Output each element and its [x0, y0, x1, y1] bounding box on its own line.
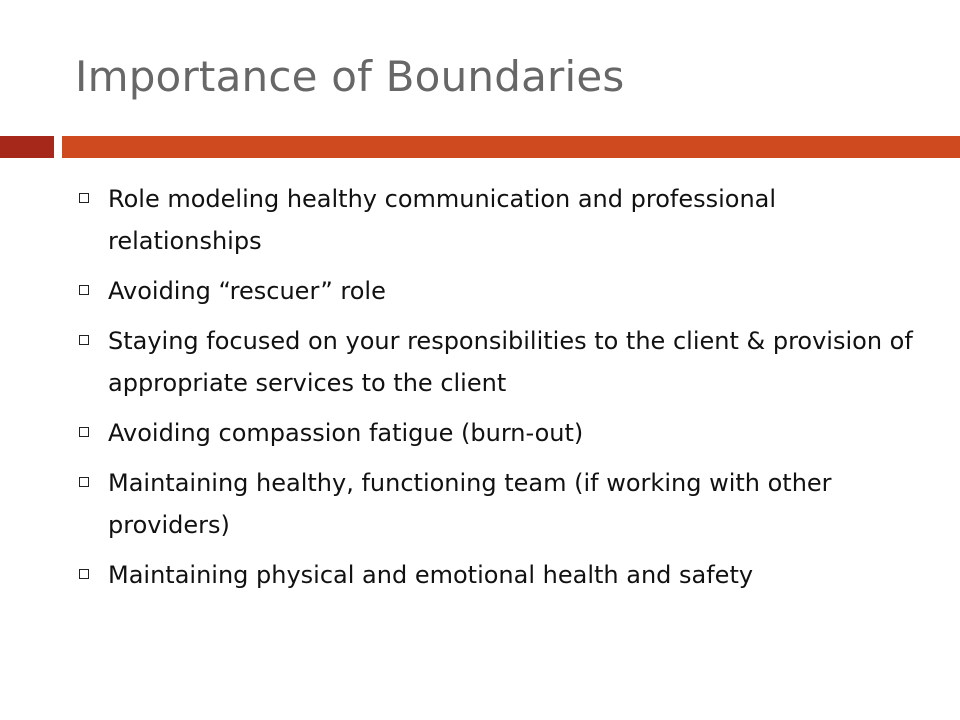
square-bullet-icon [79, 285, 89, 295]
bullet-text: Staying focused on your responsibilities to the client & provision of appropriate services to the client [108, 327, 913, 397]
bullet-text: Maintaining physical and emotional health and safety [108, 561, 754, 589]
square-bullet-icon [79, 569, 89, 579]
square-bullet-icon [79, 193, 89, 203]
bullet-list [74, 178, 934, 604]
bullet-text: Avoiding “rescuer” role [108, 277, 386, 305]
bullet-text: Maintaining healthy, functioning team (if working with other providers) [108, 469, 832, 539]
bullet-item [74, 462, 934, 546]
bullet-text: Role modeling healthy communication and professional relationships [108, 185, 777, 255]
square-bullet-icon [79, 427, 89, 437]
title-accent-bar-right [62, 136, 960, 158]
bullet-item [74, 270, 934, 312]
square-bullet-icon [79, 335, 89, 345]
bullet-item [74, 320, 934, 404]
bullet-item [74, 178, 934, 262]
bullet-text: Avoiding compassion fatigue (burn-out) [108, 419, 584, 447]
title-accent-bar-left [0, 136, 54, 158]
slide-title: Importance of Boundaries [75, 52, 625, 101]
bullet-item [74, 412, 934, 454]
square-bullet-icon [79, 477, 89, 487]
bullet-item [74, 554, 934, 596]
